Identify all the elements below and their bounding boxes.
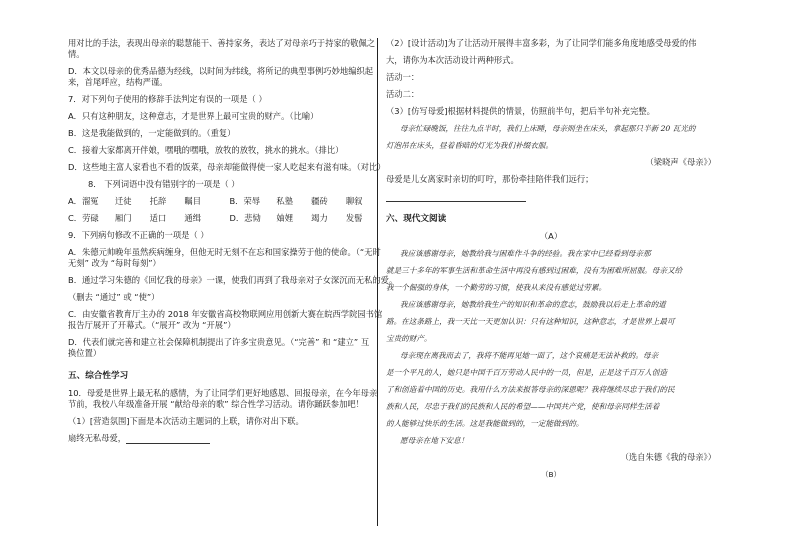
q8-word: 瞩目	[184, 196, 202, 206]
reading-line: 我一个倔强的身体，一个勤劳的习惯，使我从来没有感觉过劳累。	[386, 283, 607, 292]
q10-part-1: （1）[营造氛围]下面是本次活动主题词的上联，请你对出下联。	[68, 416, 304, 426]
q10-part-2: （2）[设计活动]为了让活动开展得丰富多彩，为了让同学们能多角度地感受母爱的伟	[386, 38, 697, 48]
reading-line: 母亲现在离我而去了，我将不能再见她一面了，这个哀痛是无法补救的。母亲	[400, 351, 659, 360]
text-line: 来，首尾呼应，结构严谨。	[68, 77, 168, 87]
activity-1-label: 活动一：	[386, 72, 420, 82]
question-9: 9．下列病句修改不正确的一项是（ ）	[68, 230, 209, 240]
q9-option-b: B．通过学习朱德的《回忆我的母亲》一课，使我们再到了我母亲对子女深沉而无私的爱。	[68, 275, 398, 285]
q8-word: 迁徒	[114, 196, 132, 206]
q9-option-c: C．由安徽省教育厅主办的 2018 年安徽省高校物联网应用创新大赛在皖西学院园书馆	[68, 309, 383, 319]
right-column	[386, 38, 716, 480]
q8-option: B．荣辱	[229, 196, 261, 206]
q10-couplet-line	[68, 433, 374, 444]
q9-option-d: D．代表们就完善和建立社会保障机制提出了许多宝贵意见。（“完善” 和 “建立” 互	[68, 337, 370, 347]
q8-word: 适口	[149, 213, 167, 223]
question-8: 8． 下列词语中没有错别字的一项是（ ）	[88, 179, 240, 189]
q7-option-b: B．这是我能做到的，一定能做到的。（重复）	[68, 128, 236, 138]
section-5-heading: 五、综合性学习	[68, 371, 129, 381]
couplet-first-line: 扇终无私母爱，	[68, 433, 127, 443]
reading-line: 愿母亲在地下安息！	[400, 436, 469, 445]
reading-line: 路。在这条路上，我一天比一天更加认识：只有这种知识，这种意志，才是世界上最可	[386, 317, 675, 326]
q7-option-a: A．只有这种朋友，这种意志，才是世界上最可宝贵的财产。（比喻）	[68, 111, 319, 121]
q9-option-a-cont: 无刻” 改为 “每时每刻”）	[68, 258, 161, 268]
q8-word: 妯娌	[276, 213, 294, 223]
q8-row-2	[68, 213, 374, 224]
reading-line: 就是三十多年的军事生活和革命生活中再没有感到过困难，没有为困难所屈服。母亲又给	[386, 266, 683, 275]
q9-option-a: A．朱德元帅晚年虽然疾病缠身，但他无时无刻不在忘和国家操劳于他的使命。（“无时	[68, 247, 381, 257]
left-column	[68, 38, 398, 444]
section-6-heading: 六、现代文阅读	[386, 214, 447, 224]
q10-part-3: （3）[仿写母爱]根据材料提供的情景，仿照前半句，把后半句补充完整。	[386, 106, 655, 116]
q9-option-c-cont: 报告厅展开了开幕式。（“展开” 改为 “开展”）	[68, 320, 236, 330]
q8-word: 发髻	[345, 213, 363, 223]
reading-line: 宝贵的财产。	[386, 334, 432, 343]
q9-option-d-cont: 换位置）	[68, 348, 102, 358]
q8-option: A．溜冤	[68, 196, 99, 206]
text-line: D．本文以母亲的优秀品德为经线，以时间为纬线，将所记的典型事例巧妙地编织起	[68, 66, 374, 76]
q8-option: D．悲恸	[229, 213, 261, 223]
question-10: 10．母爱是世界上最无私的感情，为了让同学们更好地感恩、回报母亲，在今年母亲	[68, 388, 378, 398]
reading-a-label: （A）	[539, 231, 563, 241]
answer-blank[interactable]	[126, 434, 210, 444]
q8-word: 私塾	[276, 196, 294, 206]
q8-word: 竭力	[311, 213, 328, 223]
reading-line: 族和人民，尽忠于我们的民族和人民的希望——中国共产党，使和母亲同样生活着	[386, 402, 660, 411]
text-line: 用对比的手法，表现出母亲的聪慧能干、善持家务，表达了对母亲巧于持家的敬佩之	[68, 38, 375, 48]
q10-part-2-cont: 大，请你为本次活动设计两种形式。	[386, 55, 519, 65]
reading-line: 的人能够过快乐的生活。这是我能做到的，一定能做到的。	[386, 419, 584, 428]
reading-line: 是一个平凡的人，她只是中国千百万劳动人民中的一员，但是，正是这千百万人创造	[386, 368, 667, 377]
q8-word: 疆砖	[311, 196, 328, 206]
column-divider	[377, 38, 378, 526]
answer-blank[interactable]	[386, 192, 526, 202]
reading-b-label: （B）	[541, 470, 561, 479]
activity-2-label: 活动二：	[386, 89, 420, 99]
q8-word: 通缉	[184, 213, 202, 223]
imitation-prompt: 母爱是儿女离家时亲切的叮咛，那份牵挂陪伴我们远行；	[386, 174, 594, 184]
q8-option: C．劳碌	[68, 213, 99, 223]
passage-source: （梁晓声《母亲》）	[645, 157, 716, 167]
passage-line: 灯泡吊在床头，昼着昏暗的灯光为我们补缀衣服。	[386, 141, 554, 150]
q9-option-b-cont: （删去 “通过” 或 “使”）	[68, 292, 160, 302]
text-line: 情。	[68, 49, 85, 59]
reading-line: 我应该感谢母亲，她教给我生产的知识和革命的意志，鼓励我以后走上革命的道	[400, 300, 666, 309]
q8-word: 聊叙	[345, 196, 363, 206]
question-10-cont: 节前，我校八年级准备开展 “献给母亲的歌” 综合性学习活动。请你踊跃参加吧！	[68, 399, 364, 409]
passage-line: 母亲忙碌晚饭，往往九点半时，我们上床睡，母亲则坐在床头，拿起那只半新 20 瓦光的	[400, 124, 696, 133]
q7-option-c: C．接着大家都离开伴娘，嘿哦的嘿哦，放牧的放牧，挑水的挑水。（排比）	[68, 145, 344, 155]
question-7: 7．对下列句子使用的修辞手法判定有误的一项是（ ）	[68, 94, 267, 104]
imitation-answer-line	[386, 191, 716, 202]
q8-row-1	[68, 196, 374, 207]
reading-source: （选自朱德《我的母亲》）	[620, 452, 716, 462]
q8-word: 托辞	[149, 196, 167, 206]
reading-line: 了和创造着中国的历史。我用什么方法来报答母亲的深恩呢？我将继续尽忠于我们的民	[386, 385, 675, 394]
q8-word: 厢门	[114, 213, 132, 223]
q7-option-d: D．这些地主富人家看也不看的饭菜，母亲却能做得使一家人吃起来有滋有味。（对比）	[68, 162, 386, 172]
reading-line: 我应该感谢母亲，她教给我与困难作斗争的经验。我在家中已经看到母亲那	[400, 249, 651, 258]
